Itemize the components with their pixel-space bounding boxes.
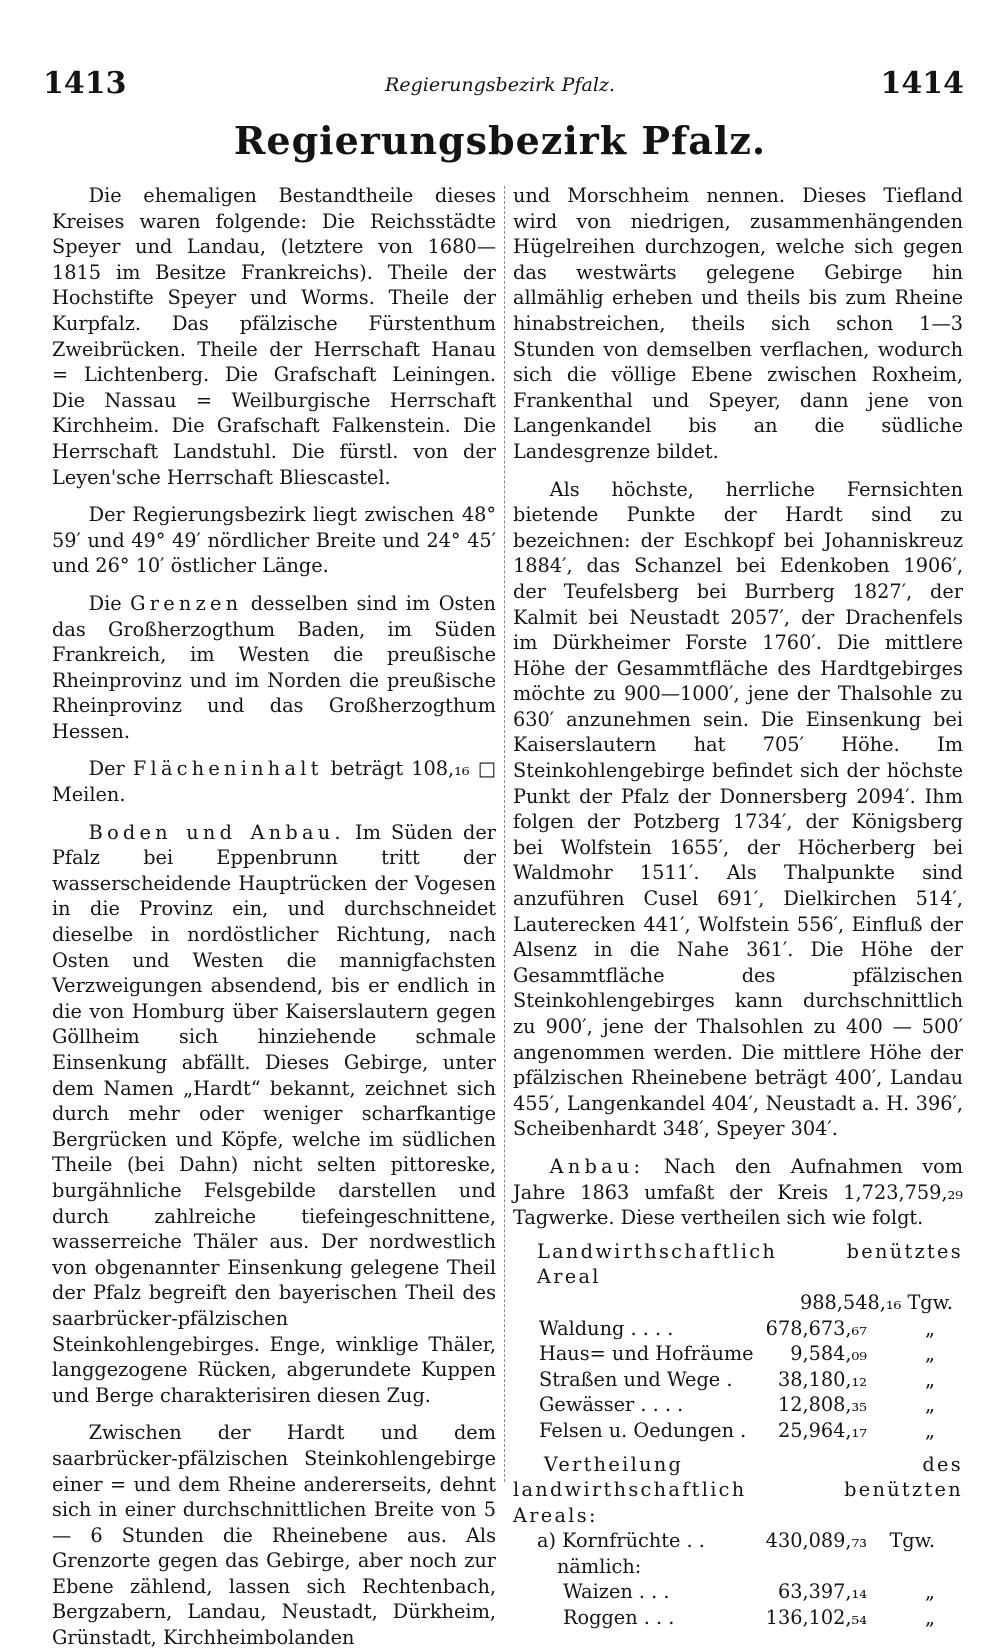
row-unit: „ [925, 1342, 935, 1366]
soil-text: Im Süden der Pfalz bei Eppenbrunn tritt der wasserscheidende Hauptrücken der Vogesen in die Provinz ein, und durchschneidet dieselbe in nordöstlicher Richtung, nach Osten und Westen die mannigfachsten Verzweigungen absendend, bis er endlich in die von Homburg über Kaiserslautern gegen Göllheim sich hinziehende schmale Einsenkung abfällt. Dieses Gebirge, unter dem Namen „Hardt“ bekannt, zeichnet sich durch mehr oder weniger scharfkantige Bergrücken und Köpfe, welche im südlichen Theile (bei Dahn) nicht selten pittoreske, burgähnliche Felsgebilde darstellen und durch zahlreiche tiefeingeschnittene, wasserreiche Thäler aus. Der nordwestlich von obgenannter Einsenkung gelegene Theil der Pfalz begreift den bayerischen Theil des saarbrücker-pfälzischen Steinkohlengebirges. Enge, winklige Thäler, langgezogene Rücken, abgerundete Kuppen und Berge charakterisiren diesen Zug. [52, 820, 496, 1407]
row-label: Felsen u. Oedungen . [539, 1418, 747, 1442]
table-row [513, 1341, 963, 1367]
row-unit: „ [925, 1316, 935, 1340]
row-value: 63,397,₁₄ [777, 1580, 867, 1604]
paragraph-rhine-plain: Zwischen der Hardt und dem saarbrücker-pfälzischen Steinkohlengebirge einer = und dem Rheine andererseits, dehnt sich in einer durchschnittlichen Breite von 5 — 6 Stunden die Rheinebene aus. Als Grenzorte gegen das Gebirge, aber noch zur Ebene zählend, lassen sich Rechtenbach, Bergzabern, Landau, Neustadt, Dürkheim, Grünstadt, Kirchheimbolanden [52, 1421, 496, 1650]
row-value: 678,673,₆₇ [765, 1316, 867, 1340]
running-title: Regierungsbezirk Pfalz. [385, 74, 615, 96]
borders-keyword: Grenzen [130, 591, 243, 615]
table-row [513, 1392, 963, 1418]
row-label: Waizen . . . [563, 1580, 670, 1604]
cultivation-keyword: Anbau: [549, 1154, 645, 1178]
namely-note: nämlich: [557, 1554, 642, 1578]
paragraph-location: Der Regierungsbezirk liegt zwischen 48° 59′ und 49° 49′ nördlicher Breite und 24° 45′ und 26° 10′ östlicher Länge. [52, 503, 496, 578]
paragraph-heights: Als höchste, herrliche Fernsichten bietende Punkte der Hardt sind zu bezeichnen: der Eschkopf bei Johanniskreuz 1884′, das Schanzel bei Edenkoben 1906′, der Teufelsberg bei Burrberg 1827′, der Kalmit bei Neustadt 2057′, der Drachenfels im Dürkheimer Forste 1760′. Die mittlere Höhe der Gesammtfläche des Hardtgebirges möchte zu 900—1000′, jene der Thalsohle zu 630′ anzunehmen sein. Die Einsenkung bei Kaiserslautern hat 705′ Höhe. Im Steinkohlengebirge befindet sich der höchste Punkt der Pfalz der Donnersberg 2094′. Ihm folgen der Potzberg 1734′, der Königsberg bei Wolfstein 1655′, der Höcherberg bei Waldmohr 1511′. Als Thalpunkte sind anzuführen Cusel 691′, Dielkirchen 514′, Lauterecken 441′, Wolfstein 556′, Einfluß der Alsenz in die Nahe 361′. Die Höhe der Gesammtfläche des pfälzischen Steinkohlengebirges kann durchschnittlich zu 900′, jene der Thalsohlen zu 400 — 500′ angenommen werden. Die mittlere Höhe der pfälzischen Rheinebene beträgt 400′, Landau 455′, Langenkandel 404′, Neustadt a. H. 396′, Scheibenhardt 348′, Speyer 304′. [513, 477, 963, 1141]
column-divider [504, 186, 505, 1482]
row-unit: „ [925, 1606, 935, 1630]
row-label: a) Kornfrüchte . . [537, 1529, 705, 1553]
area-text: beträgt 108,₁₆ □ Meilen. [52, 757, 496, 807]
table-row [513, 1367, 963, 1393]
paragraph-area [52, 756, 496, 807]
paragraph-borders [52, 591, 496, 745]
row-label: Haus= und Hofräume [539, 1342, 754, 1366]
row-unit: „ [925, 1580, 935, 1604]
cultivation-text: Nach den Aufnahmen vom Jahre 1863 umfaßt der Kreis 1,723,759,₂₉ Tagwerke. Diese vertheilen sich wie folgt. [513, 1154, 963, 1230]
left-column [52, 183, 496, 1651]
row-unit: „ [925, 1418, 935, 1442]
land-use-table [513, 1316, 963, 1444]
row-unit: „ [925, 1367, 935, 1391]
distribution-heading: Vertheilung des landwirthschaftlich benützten Areals: [513, 1452, 963, 1527]
row-label: Gewässer . . . . [539, 1393, 684, 1417]
soil-keyword: Boden und Anbau. [88, 820, 345, 844]
row-unit: „ [925, 1393, 935, 1417]
row-unit: Tgw. [889, 1529, 935, 1553]
row-value: 25,964,₁₇ [777, 1418, 867, 1442]
distribution-table [513, 1528, 963, 1630]
row-label: Waldung . . . . [539, 1316, 674, 1340]
row-value: 12,808,₃₅ [777, 1393, 867, 1417]
areal-heading: Landwirthschaftlich benütztes Areal [537, 1239, 963, 1289]
page-number-right: 1414 [880, 66, 964, 101]
row-value: 430,089,₇₃ [765, 1529, 867, 1553]
borders-lead: Die [88, 591, 122, 615]
row-label: Straßen und Wege . [539, 1367, 733, 1391]
area-keyword: Flächeninhalt [132, 757, 323, 781]
section-title: Regierungsbezirk Pfalz. [233, 118, 767, 163]
area-lead: Der [88, 757, 125, 781]
table-row [513, 1528, 963, 1554]
areal-total: 988,548,₁₆ Tgw. [800, 1290, 953, 1314]
row-value: 9,584,₀₉ [790, 1342, 867, 1366]
right-column [513, 183, 963, 1631]
page-number-left: 1413 [43, 66, 127, 101]
paragraph-soil [52, 820, 496, 1409]
row-value: 136,102,₅₄ [765, 1606, 867, 1630]
table-row [513, 1554, 963, 1580]
table-row [513, 1418, 963, 1444]
row-label: Roggen . . . [563, 1606, 675, 1630]
table-row [513, 1316, 963, 1342]
table-row [513, 1605, 963, 1631]
table-row [513, 1579, 963, 1605]
paragraph-cultivation [513, 1154, 963, 1231]
paragraph-lowland: und Morschheim nennen. Dieses Tiefland wird von niedrigen, zusammenhängenden Hügelreihen durchzogen, welche sich gegen das westwärts gelegene Gebirge hin allmählig erheben und theils bis zum Rheine hinabstreichen, theils sich schon 1—3 Stunden von demselben verflachen, wodurch sich die völlige Ebene zwischen Roxheim, Frankenthal und Speyer, dann jene von Langenkandel bis an die südliche Landesgrenze bildet. [513, 184, 963, 463]
paragraph-former-territories: Die ehemaligen Bestandtheile dieses Kreises waren folgende: Die Reichsstädte Speyer und Landau, (letztere von 1680—1815 im Besitze Frankreichs). Theile der Hochstifte Speyer und Worms. Theile der Kurpfalz. Das pfälzische Fürstenthum Zweibrücken. Theile der Herrschaft Hanau = Lichtenberg. Die Grafschaft Leiningen. Die Nassau = Weilburgische Herrschaft Kirchheim. Die Grafschaft Falkenstein. Die Herrschaft Landstuhl. Die fürstl. von der Leyen'sche Herrschaft Bliescastel. [52, 184, 496, 489]
borders-text: desselben sind im Osten das Großherzogthum Baden, im Süden Frankreich, im Westen die preußische Rheinprovinz und im Norden die preußische Rheinprovinz und das Großherzogthum Hessen. [52, 591, 496, 743]
row-value: 38,180,₁₂ [777, 1367, 867, 1391]
